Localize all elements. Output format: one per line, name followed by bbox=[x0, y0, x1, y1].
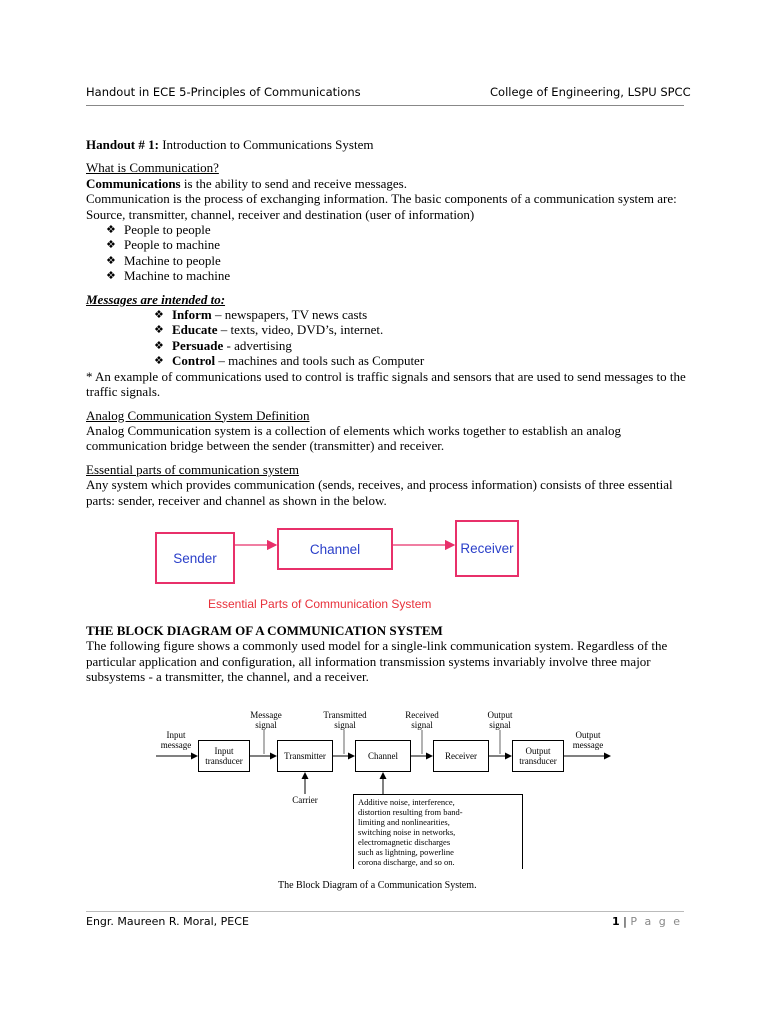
analog-heading: Analog Communication System Definition bbox=[86, 407, 310, 423]
receiver-box: Receiver bbox=[455, 520, 519, 577]
list-item: ❖ Control – machines and tools such as Computer bbox=[154, 353, 686, 368]
block-diagram bbox=[150, 700, 630, 900]
handout-title bbox=[86, 137, 686, 152]
message-signal-label: Message signal bbox=[250, 710, 282, 730]
messages-heading: Messages are intended to: bbox=[86, 291, 226, 307]
footer-page: 1 | P a g e bbox=[612, 915, 682, 928]
received-signal-label: Received signal bbox=[405, 710, 439, 730]
output-message-label: Output message bbox=[572, 730, 604, 750]
what-is-heading: What is Communication? bbox=[86, 160, 219, 176]
channel-block: Channel bbox=[355, 740, 411, 772]
list-item: ❖ Machine to machine bbox=[106, 268, 686, 283]
definition-rest: is the ability to send and receive messages. bbox=[180, 175, 407, 191]
list-item: ❖ Persuade - advertising bbox=[154, 338, 686, 353]
carrier-label: Carrier bbox=[292, 795, 318, 805]
handout-title-text: Introduction to Communications System bbox=[158, 137, 374, 152]
header-right: College of Engineering, LSPU SPCC bbox=[490, 85, 691, 99]
essential-caption: Essential Parts of Communication System bbox=[208, 597, 432, 611]
footer-rule bbox=[86, 911, 684, 912]
transmitter-block: Transmitter bbox=[277, 740, 333, 772]
sender-box: Sender bbox=[155, 532, 235, 584]
handout-title-label: Handout # 1: bbox=[86, 137, 159, 152]
input-message-label: Input message bbox=[160, 730, 192, 750]
document-body bbox=[86, 137, 686, 508]
definition-term: Communications bbox=[86, 175, 181, 191]
essential-heading: Essential parts of communication system bbox=[86, 461, 300, 477]
header-left: Handout in ECE 5-Principles of Communications bbox=[86, 85, 361, 99]
transmitted-signal-label: Transmitted signal bbox=[323, 710, 367, 730]
control-note: * An example of communications used to control is traffic signals and sensors that are used to send messages to the traffic signals. bbox=[86, 368, 686, 400]
footer-author: Engr. Maureen R. Moral, PECE bbox=[86, 915, 249, 928]
noise-description: Additive noise, interference, distortion resulting from band- limiting and nonlinearities, switching noise in networks, electromagnetic discharges such as lightning, powerline corona discharge, and so on. bbox=[353, 794, 523, 869]
block-caption: The Block Diagram of a Communication System. bbox=[278, 880, 477, 891]
list-item: ❖ Educate – texts, video, DVD’s, internet. bbox=[154, 322, 686, 337]
essential-text: Any system which provides communication (sends, receives, and process information) consists of three essential parts: sender, receiver and channel as shown in the below. bbox=[86, 477, 673, 508]
output-signal-label: Output signal bbox=[487, 710, 513, 730]
list-item: ❖ Machine to people bbox=[106, 253, 686, 268]
essential-arrows bbox=[150, 520, 530, 600]
list-item: ❖ People to people bbox=[106, 222, 686, 237]
input-transducer-block: Input transducer bbox=[198, 740, 250, 772]
header-rule bbox=[86, 105, 684, 106]
definition bbox=[86, 176, 686, 191]
receiver-block: Receiver bbox=[433, 740, 489, 772]
block-arrows bbox=[150, 700, 630, 820]
output-transducer-block: Output transducer bbox=[512, 740, 564, 772]
messages-list bbox=[86, 307, 686, 369]
communication-types-list bbox=[86, 222, 686, 284]
analog-text: Analog Communication system is a collection of elements which works together to establish an analog communication bridge between the sender (transmitter) and receiver. bbox=[86, 422, 622, 454]
list-item: ❖ Inform – newspapers, TV news casts bbox=[154, 307, 686, 322]
definition-line2: Communication is the process of exchanging information. The basic components of a communication system are: Source, transmitter, channel, receiver and destination (user of information) bbox=[86, 191, 677, 222]
block-text: The following figure shows a commonly used model for a single-link communication system. Regardless of the particular application and configuration, all information transmission systems invariably involve three major subsystems - a transmitter, the channel, and a receiver. bbox=[86, 638, 668, 685]
list-item: ❖ People to machine bbox=[106, 237, 686, 252]
block-heading: THE BLOCK DIAGRAM OF A COMMUNICATION SYSTEM bbox=[86, 623, 443, 638]
channel-box: Channel bbox=[277, 528, 393, 570]
